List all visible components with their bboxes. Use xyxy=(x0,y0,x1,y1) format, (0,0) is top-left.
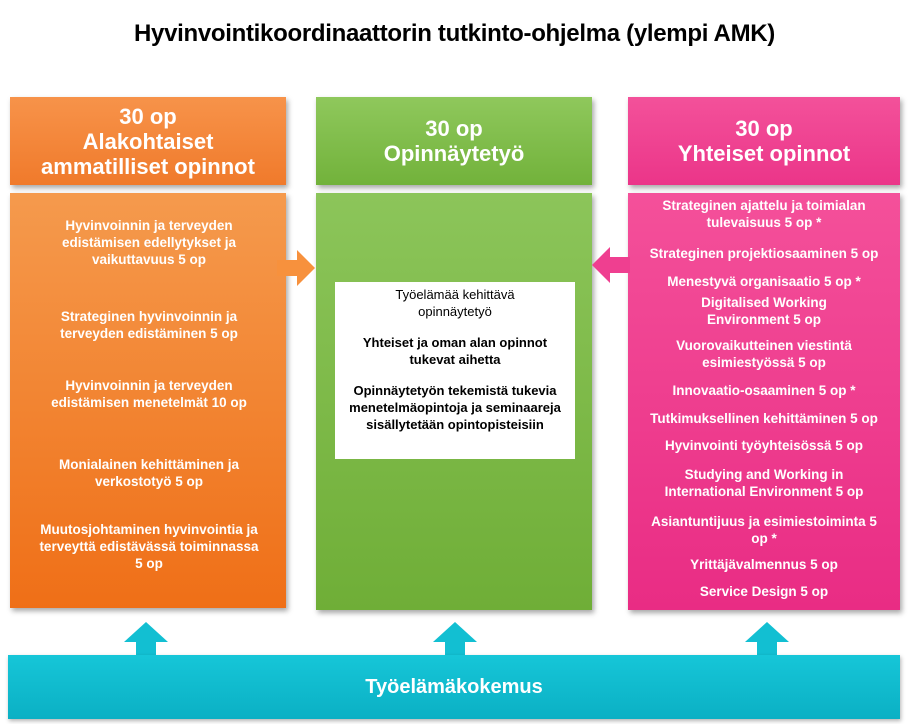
thesis-line: Opinnäytetyön tekemistä tukevia menetelmäopintoja ja seminaareja sisällytetään opintopisteisiin xyxy=(349,383,561,432)
arrow-up-icon xyxy=(745,622,789,658)
thesis-description-box xyxy=(335,282,575,459)
column-header-specific-studies xyxy=(10,97,286,185)
arrow-up-icon xyxy=(433,622,477,658)
diagram-title: Hyvinvointikoordinaattorin tutkinto-ohjelma (ylempi AMK) xyxy=(134,20,775,47)
column-name: Yhteiset opinnot xyxy=(677,141,851,166)
column-body-specific-studies xyxy=(10,193,286,608)
course-item: Menestyvä organisaatio 5 op * xyxy=(667,274,861,289)
thesis-line: Työelämää kehittävä opinnäytetyö xyxy=(395,287,515,319)
arrow-left-icon xyxy=(592,245,632,285)
column-name: ammatilliset opinnot xyxy=(41,153,255,179)
course-item: Studying and Working in International Environment 5 op xyxy=(664,467,864,499)
column-name: Opinnäytetyö xyxy=(383,141,525,166)
course-item: Muutosjohtaminen hyvinvointia ja terveyttä edistävässä toiminnassa 5 op xyxy=(39,522,259,571)
arrow-up-icon xyxy=(124,622,168,658)
arrow-right-icon xyxy=(277,248,317,288)
course-item: Tutkimuksellinen kehittäminen 5 op xyxy=(650,411,878,426)
thesis-line: Yhteiset ja oman alan opinnot tukevat aihetta xyxy=(362,335,548,367)
course-item: Hyvinvoinnin ja terveyden edistämisen edellytykset ja vaikuttavuus 5 op xyxy=(61,218,237,267)
course-item: Monialainen kehittäminen ja verkostotyö 5 op xyxy=(58,457,240,489)
column-name: Alakohtaiset xyxy=(82,128,214,154)
course-item: Asiantuntijuus ja esimiestoiminta 5 op * xyxy=(651,514,877,546)
column-credits: 30 op xyxy=(735,116,793,141)
course-item: Vuorovaikutteinen viestintä esimiestyössä 5 op xyxy=(676,338,852,370)
column-body-common-studies xyxy=(628,193,900,610)
course-item: Hyvinvoinnin ja terveyden edistämisen menetelmät 10 op xyxy=(51,378,247,410)
course-item: Strateginen ajattelu ja toimialan tulevaisuus 5 op * xyxy=(662,198,866,230)
course-item: Digitalised Working Environment 5 op xyxy=(701,295,827,327)
column-header-common-studies xyxy=(628,97,900,185)
column-credits: 30 op xyxy=(119,103,177,129)
course-item: Strateginen hyvinvoinnin ja terveyden edistäminen 5 op xyxy=(60,309,238,341)
course-item: Hyvinvointi työyhteisössä 5 op xyxy=(664,438,864,453)
course-item: Strateginen projektiosaaminen 5 op xyxy=(649,246,879,261)
column-header-thesis xyxy=(316,97,592,185)
course-item: Innovaatio-osaaminen 5 op * xyxy=(672,383,856,398)
work-experience-bar: Työelämäkokemus xyxy=(8,655,900,719)
course-item: Yrittäjävalmennus 5 op xyxy=(690,557,838,572)
course-item: Service Design 5 op xyxy=(699,584,829,599)
column-credits: 30 op xyxy=(425,116,483,141)
